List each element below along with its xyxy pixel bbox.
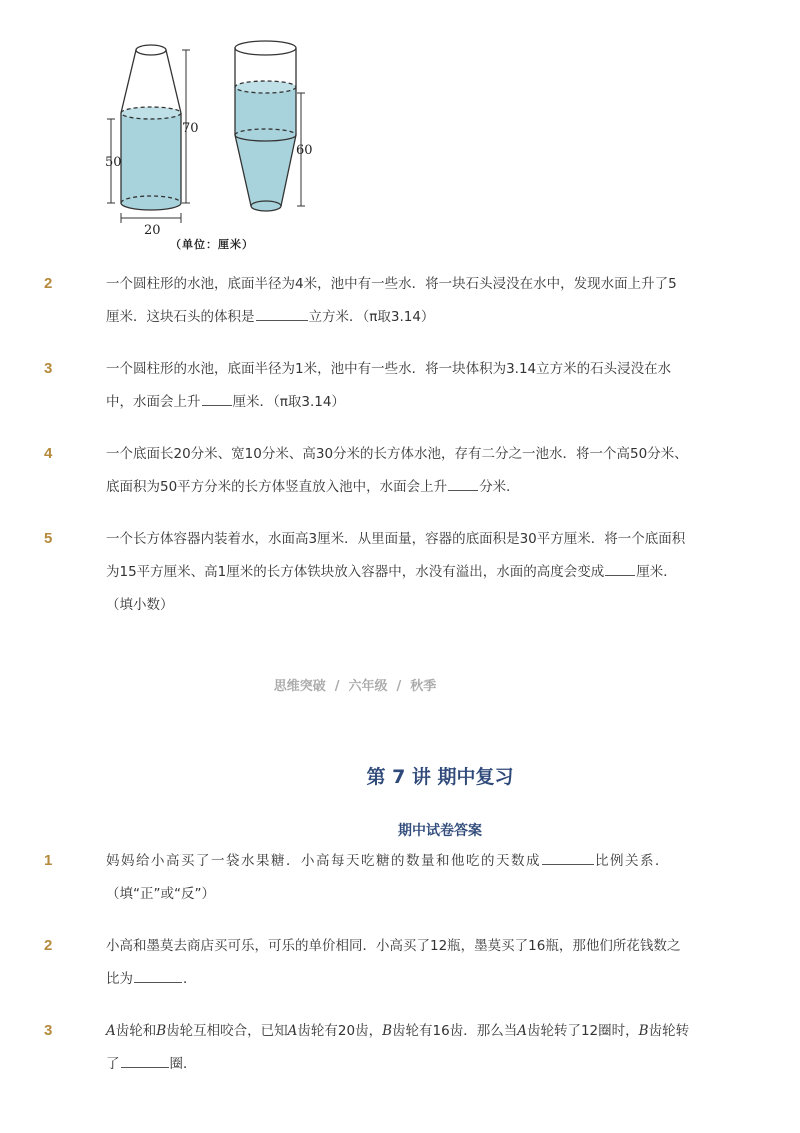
question-text: 齿轮和 bbox=[115, 1023, 157, 1039]
footer-course: 思维突破 bbox=[273, 679, 326, 694]
question-text: 了 bbox=[106, 1056, 120, 1072]
question-number: 2 bbox=[44, 937, 53, 954]
question-text: 齿轮转 bbox=[648, 1023, 690, 1039]
height-label-50: 50 bbox=[105, 155, 122, 170]
gear-a-label: A bbox=[287, 1023, 298, 1039]
height-label-70: 70 bbox=[182, 121, 199, 136]
gear-b-label: B bbox=[156, 1023, 167, 1039]
question-text: 厘米． bbox=[636, 564, 677, 580]
question-text: 齿轮有20齿， bbox=[297, 1023, 383, 1039]
footer-separator: / bbox=[334, 679, 340, 694]
question-text: 厘米．（π取3.14） bbox=[232, 394, 345, 410]
question-text: 中，水面会上升 bbox=[106, 394, 201, 410]
page-footer bbox=[0, 675, 710, 694]
question-text: 为15平方厘米、高1厘米的长方体铁块放入容器中，水没有溢出，水面的高度会变成 bbox=[106, 564, 605, 580]
question-text: 分米． bbox=[479, 479, 520, 495]
footer-separator: / bbox=[396, 679, 402, 694]
question-number: 3 bbox=[44, 1022, 53, 1039]
diameter-label: 20 bbox=[144, 223, 161, 238]
right-container bbox=[235, 41, 296, 211]
question-number: 4 bbox=[44, 445, 53, 462]
question-text: ． bbox=[183, 971, 197, 987]
answer-blank[interactable] bbox=[605, 561, 635, 576]
question-number: 5 bbox=[44, 530, 53, 547]
footer-term: 秋季 bbox=[410, 679, 437, 694]
lecture-title: 第 7 讲 期中复习 bbox=[366, 766, 514, 788]
answer-blank[interactable] bbox=[256, 306, 308, 321]
question-text: （填小数） bbox=[106, 597, 174, 613]
question-number: 3 bbox=[44, 360, 53, 377]
question-text: 立方米．（π取3.14） bbox=[308, 309, 435, 325]
question-text: 一个底面长20分米、宽10分米、高30分米的长方体水池，存有二分之一池水．将一个高50分米、 bbox=[106, 446, 688, 462]
gear-b-label: B bbox=[638, 1023, 649, 1039]
answer-blank[interactable] bbox=[202, 391, 232, 406]
question-text: 齿轮互相咬合，已知 bbox=[166, 1023, 288, 1039]
question-text: 一个圆柱形的水池，底面半径为4米，池中有一些水．将一块石头浸没在水中，发现水面上升了5 bbox=[106, 276, 677, 292]
footer-grade: 六年级 bbox=[348, 679, 388, 694]
question-text: 比为 bbox=[106, 971, 133, 987]
question-text: 妈妈给小高买了一袋水果糖．小高每天吃糖的数量和他吃的天数成 bbox=[106, 853, 541, 869]
section-title: 期中试卷答案 bbox=[398, 823, 482, 839]
gear-b-label: B bbox=[382, 1023, 393, 1039]
question-text: 厘米．这块石头的体积是 bbox=[106, 309, 255, 325]
containers-figure bbox=[100, 35, 330, 255]
answer-blank[interactable] bbox=[134, 968, 182, 983]
question-text: 一个圆柱形的水池，底面半径为1米，池中有一些水．将一块体积为3.14立方米的石头浸没在水 bbox=[106, 361, 672, 377]
question-text: 底面积为50平方分米的长方体竖直放入池中，水面会上升 bbox=[106, 479, 448, 495]
answer-blank[interactable] bbox=[448, 476, 478, 491]
question-text: 一个长方体容器内装着水，水面高3厘米．从里面量，容器的底面积是30平方厘米．将一个底面积 bbox=[106, 531, 686, 547]
height-label-60: 60 bbox=[296, 143, 313, 158]
question-text: 圈． bbox=[169, 1056, 197, 1072]
containers-diagram bbox=[100, 35, 330, 255]
question-text: 小高和墨莫去商店买可乐，可乐的单价相同．小高买了12瓶，墨莫买了16瓶，那他们所花钱数之 bbox=[106, 938, 681, 954]
question-number: 2 bbox=[44, 275, 53, 292]
gear-a-label: A bbox=[517, 1023, 527, 1039]
question-text: 齿轮转了12圈时， bbox=[526, 1023, 639, 1039]
unit-note: （单位：厘米） bbox=[170, 238, 254, 251]
question-text: （填“正”或“反”） bbox=[106, 886, 215, 902]
question-text: 比例关系． bbox=[595, 853, 670, 869]
answer-blank[interactable] bbox=[542, 850, 594, 865]
answer-blank[interactable] bbox=[121, 1053, 169, 1068]
left-container bbox=[121, 45, 181, 210]
gear-a-label: A bbox=[106, 1023, 116, 1039]
question-number: 1 bbox=[44, 852, 53, 869]
question-text: 齿轮有16齿．那么当 bbox=[392, 1023, 518, 1039]
